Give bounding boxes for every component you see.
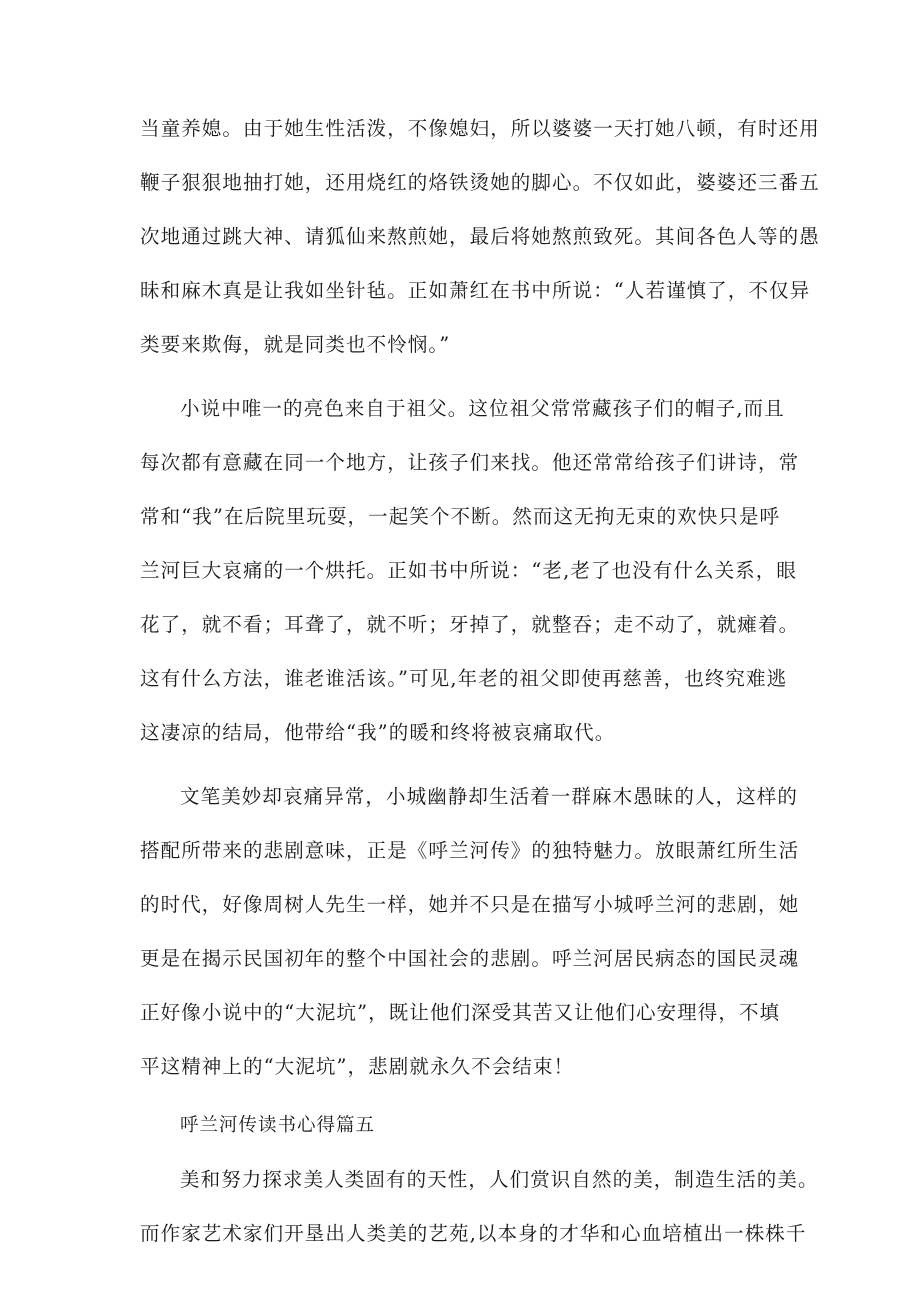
- paragraph-3-line-5: 正好像小说中的“大泥坑”，既让他们深受其苦又让他们心安理得，不填: [140, 1001, 781, 1024]
- paragraph-2-line-4: 兰河巨大哀痛的一个烘托。正如书中所说：“老,老了也没有什么关系，眼: [140, 559, 797, 582]
- paragraph-1-line-3: 次地通过跳大神、请狐仙来熬煎她，最后将她熬煎致死。其间各色人等的愚: [140, 225, 820, 248]
- paragraph-2-line-6: 这有什么方法，谁老谁活该。”可见,年老的祖父即使再慈善，也终究难逃: [140, 667, 788, 690]
- paragraph-1-line-1: 当童养媳。由于她生性活泼，不像媳妇，所以婆婆一天打她八顿，有时还用: [140, 117, 820, 140]
- paragraph-3-line-4: 更是在揭示民国初年的整个中国社会的悲剧。呼兰河居民病态的国民灵魂: [140, 947, 800, 970]
- paragraph-2-line-5: 花了，就不看；耳聋了，就不听；牙掉了，就整吞；走不动了，就瘫着。: [140, 613, 800, 636]
- paragraph-2-line-3: 常和“我”在后院里玩耍，一起笑个不断。然而这无拘无束的欢快只是呼: [140, 505, 781, 528]
- paragraph-4-line-1: 美和努力探求美人类固有的天性，人们赏识自然的美，制造生活的美。: [180, 1168, 819, 1191]
- paragraph-2-line-7: 这凄凉的结局，他带给“我”的暖和终将被哀痛取代。: [140, 721, 616, 744]
- paragraph-1-line-2: 鞭子狠狠地抽打她，还用烧红的烙铁烫她的脚心。不仅如此，婆婆还三番五: [140, 171, 820, 194]
- section-heading: 呼兰河传读书心得篇五: [180, 1115, 376, 1136]
- paragraph-2-line-1: 小说中唯一的亮色来自于祖父。这位祖父常常藏孩子们的帽子,而且: [180, 397, 785, 420]
- paragraph-1-line-4: 昧和麻木真是让我如坐针毡。正如萧红在书中所说：“人若谨慎了，不仅异: [140, 279, 811, 302]
- paragraph-4-line-2: 而作家艺术家们开垦出人类美的艺苑,以本身的才华和心血培植出一株株千: [140, 1222, 807, 1245]
- paragraph-1-line-5: 类要来欺侮，就是同类也不怜悯。”: [140, 333, 451, 356]
- paragraph-2-line-2: 每次都有意藏在同一个地方，让孩子们来找。他还常常给孩子们讲诗，常: [140, 451, 800, 474]
- paragraph-3-line-3: 的时代，好像周树人先生一样，她并不只是在描写小城呼兰河的悲剧，她: [140, 893, 800, 916]
- paragraph-3-line-1: 文笔美妙却哀痛异常，小城幽静却生活着一群麻木愚昧的人，这样的: [180, 785, 799, 808]
- paragraph-3-line-6: 平这精神上的“大泥坑”，悲剧就永久不会结束！: [140, 1055, 575, 1078]
- paragraph-3-line-2: 搭配所带来的悲剧意味，正是《呼兰河传》的独特魅力。放眼萧红所生活: [140, 839, 800, 862]
